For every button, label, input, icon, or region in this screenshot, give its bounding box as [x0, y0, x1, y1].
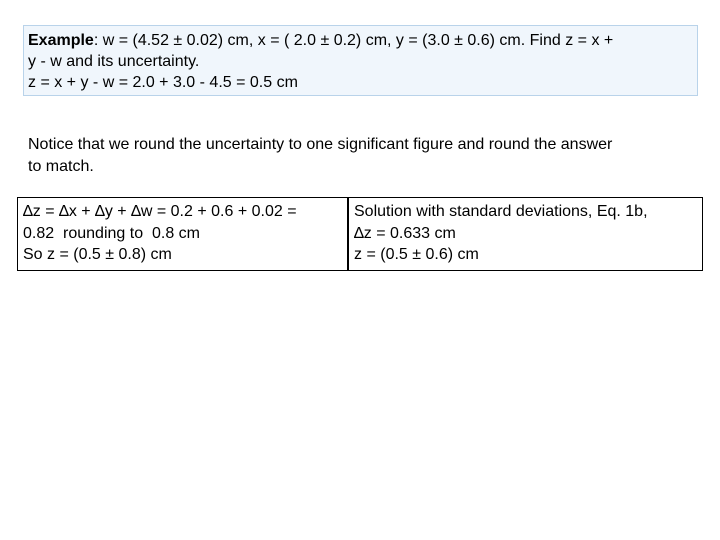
std-dev-line-1: Solution with standard deviations, Eq. 1b,	[354, 203, 648, 220]
notice-line-1: Notice that we round the uncertainty to one significant figure and round the answer	[28, 136, 613, 153]
std-dev-line-2: ∆z = 0.633 cm	[354, 224, 456, 242]
example-line-1	[28, 30, 693, 51]
simple-sum-box	[17, 197, 348, 271]
notice-paragraph	[28, 134, 698, 178]
std-dev-result: z = (0.5 ± 0.6) cm	[354, 246, 479, 263]
notice-line-2: to match.	[28, 158, 94, 175]
example-solution-line: z = x + y - w = 2.0 + 3.0 - 4.5 = 0.5 cm	[28, 74, 298, 91]
standard-deviation-box	[348, 197, 703, 271]
example-label: Example	[28, 32, 94, 49]
simple-sum-line-1: ∆z = ∆x + ∆y + ∆w = 0.2 + 0.6 + 0.02 =	[23, 203, 297, 220]
simple-sum-result: So z = (0.5 ± 0.8) cm	[23, 246, 172, 263]
example-box	[23, 25, 698, 96]
example-problem-text: : w = (4.52 ± 0.02) cm, x = ( 2.0 ± 0.2) cm, y = (3.0 ± 0.6) cm. Find z = x +	[93, 32, 614, 49]
example-line-2: y - w and its uncertainty.	[28, 53, 200, 70]
simple-sum-line-2: 0.82 rounding to 0.8 cm	[23, 224, 200, 242]
